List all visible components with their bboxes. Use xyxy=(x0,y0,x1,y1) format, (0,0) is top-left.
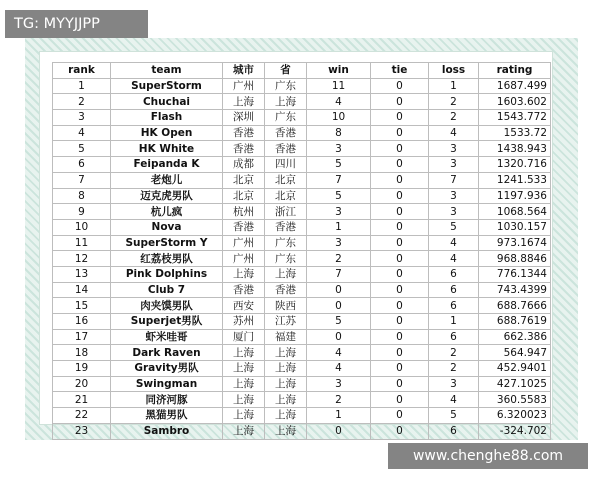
watermark: www.chenghe88.com xyxy=(388,443,588,469)
rank-cell: 14 xyxy=(53,282,111,298)
tie-cell: 0 xyxy=(371,188,429,204)
rating-cell: 1687.499 xyxy=(479,78,551,94)
province-cell: 香港 xyxy=(265,282,307,298)
city-cell: 上海 xyxy=(223,392,265,408)
header-win: win xyxy=(307,63,371,79)
province-cell: 福建 xyxy=(265,329,307,345)
province-cell: 上海 xyxy=(265,423,307,439)
rating-cell: 1320.716 xyxy=(479,157,551,173)
rank-cell: 8 xyxy=(53,188,111,204)
tie-cell: 0 xyxy=(371,219,429,235)
province-cell: 上海 xyxy=(265,376,307,392)
win-cell: 3 xyxy=(307,376,371,392)
win-cell: 0 xyxy=(307,329,371,345)
win-cell: 1 xyxy=(307,408,371,424)
city-cell: 厦门 xyxy=(223,329,265,345)
team-cell: 迈克虎男队 xyxy=(111,188,223,204)
loss-cell: 3 xyxy=(429,204,479,220)
team-cell: Pink Dolphins xyxy=(111,266,223,282)
team-cell: Club 7 xyxy=(111,282,223,298)
rating-cell: 1438.943 xyxy=(479,141,551,157)
rating-cell: 688.7619 xyxy=(479,314,551,330)
table-row xyxy=(53,94,551,110)
win-cell: 5 xyxy=(307,188,371,204)
loss-cell: 3 xyxy=(429,376,479,392)
rank-cell: 4 xyxy=(53,125,111,141)
table-row xyxy=(53,235,551,251)
province-cell: 浙江 xyxy=(265,204,307,220)
loss-cell: 1 xyxy=(429,314,479,330)
tie-cell: 0 xyxy=(371,392,429,408)
tie-cell: 0 xyxy=(371,172,429,188)
province-cell: 上海 xyxy=(265,94,307,110)
loss-cell: 6 xyxy=(429,266,479,282)
tie-cell: 0 xyxy=(371,345,429,361)
header-loss: loss xyxy=(429,63,479,79)
tie-cell: 0 xyxy=(371,266,429,282)
rank-cell: 16 xyxy=(53,314,111,330)
win-cell: 0 xyxy=(307,298,371,314)
loss-cell: 5 xyxy=(429,219,479,235)
tie-cell: 0 xyxy=(371,329,429,345)
team-cell: HK White xyxy=(111,141,223,157)
table-row xyxy=(53,141,551,157)
rating-cell: 360.5583 xyxy=(479,392,551,408)
rank-cell: 19 xyxy=(53,361,111,377)
rating-cell: -324.702 xyxy=(479,423,551,439)
rank-cell: 6 xyxy=(53,157,111,173)
city-cell: 广州 xyxy=(223,251,265,267)
loss-cell: 2 xyxy=(429,110,479,126)
win-cell: 5 xyxy=(307,157,371,173)
team-cell: 同济河豚 xyxy=(111,392,223,408)
loss-cell: 2 xyxy=(429,345,479,361)
city-cell: 西安 xyxy=(223,298,265,314)
rating-cell: 973.1674 xyxy=(479,235,551,251)
win-cell: 0 xyxy=(307,282,371,298)
loss-cell: 3 xyxy=(429,157,479,173)
rating-cell: 743.4399 xyxy=(479,282,551,298)
team-cell: SuperStorm xyxy=(111,78,223,94)
tie-cell: 0 xyxy=(371,125,429,141)
rating-cell: 1603.602 xyxy=(479,94,551,110)
tie-cell: 0 xyxy=(371,361,429,377)
loss-cell: 5 xyxy=(429,408,479,424)
rank-cell: 23 xyxy=(53,423,111,439)
province-cell: 广东 xyxy=(265,110,307,126)
team-cell: Swingman xyxy=(111,376,223,392)
rating-cell: 6.320023 xyxy=(479,408,551,424)
win-cell: 8 xyxy=(307,125,371,141)
rank-cell: 10 xyxy=(53,219,111,235)
loss-cell: 3 xyxy=(429,188,479,204)
rating-cell: 1533.72 xyxy=(479,125,551,141)
team-cell: Chuchai xyxy=(111,94,223,110)
win-cell: 7 xyxy=(307,266,371,282)
win-cell: 4 xyxy=(307,361,371,377)
rank-cell: 1 xyxy=(53,78,111,94)
rank-cell: 7 xyxy=(53,172,111,188)
tie-cell: 0 xyxy=(371,94,429,110)
header-tie: tie xyxy=(371,63,429,79)
tie-cell: 0 xyxy=(371,78,429,94)
team-cell: Feipanda K xyxy=(111,157,223,173)
rating-cell: 452.9401 xyxy=(479,361,551,377)
win-cell: 7 xyxy=(307,172,371,188)
table-row xyxy=(53,125,551,141)
table-row xyxy=(53,376,551,392)
rating-cell: 1543.772 xyxy=(479,110,551,126)
win-cell: 10 xyxy=(307,110,371,126)
table-row xyxy=(53,172,551,188)
table-row xyxy=(53,157,551,173)
city-cell: 香港 xyxy=(223,219,265,235)
rank-cell: 21 xyxy=(53,392,111,408)
tie-cell: 0 xyxy=(371,376,429,392)
header-province: 省 xyxy=(265,63,307,79)
city-cell: 广州 xyxy=(223,78,265,94)
team-cell: 肉夹馍男队 xyxy=(111,298,223,314)
province-cell: 北京 xyxy=(265,188,307,204)
win-cell: 5 xyxy=(307,314,371,330)
header-team: team xyxy=(111,63,223,79)
rank-cell: 13 xyxy=(53,266,111,282)
rank-cell: 9 xyxy=(53,204,111,220)
city-cell: 上海 xyxy=(223,408,265,424)
header-rank: rank xyxy=(53,63,111,79)
province-cell: 上海 xyxy=(265,266,307,282)
loss-cell: 4 xyxy=(429,392,479,408)
province-cell: 广东 xyxy=(265,235,307,251)
province-cell: 香港 xyxy=(265,219,307,235)
rating-cell: 662.386 xyxy=(479,329,551,345)
header-city: 城市 xyxy=(223,63,265,79)
team-cell: Superjet男队 xyxy=(111,314,223,330)
rating-cell: 1197.936 xyxy=(479,188,551,204)
province-cell: 上海 xyxy=(265,408,307,424)
ranking-table xyxy=(52,62,551,440)
loss-cell: 2 xyxy=(429,361,479,377)
channel-tag: TG: MYYJJPP xyxy=(5,10,148,38)
win-cell: 0 xyxy=(307,423,371,439)
rating-cell: 688.7666 xyxy=(479,298,551,314)
loss-cell: 6 xyxy=(429,423,479,439)
city-cell: 苏州 xyxy=(223,314,265,330)
table-row xyxy=(53,188,551,204)
tie-cell: 0 xyxy=(371,251,429,267)
table-row xyxy=(53,408,551,424)
rating-cell: 1241.533 xyxy=(479,172,551,188)
table-row xyxy=(53,282,551,298)
team-cell: HK Open xyxy=(111,125,223,141)
city-cell: 上海 xyxy=(223,345,265,361)
province-cell: 上海 xyxy=(265,361,307,377)
team-cell: SuperStorm Y xyxy=(111,235,223,251)
tie-cell: 0 xyxy=(371,141,429,157)
rank-cell: 18 xyxy=(53,345,111,361)
team-cell: 杭儿疯 xyxy=(111,204,223,220)
province-cell: 香港 xyxy=(265,141,307,157)
province-cell: 广东 xyxy=(265,251,307,267)
city-cell: 上海 xyxy=(223,361,265,377)
win-cell: 4 xyxy=(307,345,371,361)
city-cell: 香港 xyxy=(223,141,265,157)
rank-cell: 11 xyxy=(53,235,111,251)
team-cell: 红荔枝男队 xyxy=(111,251,223,267)
team-cell: 黑猫男队 xyxy=(111,408,223,424)
table-row xyxy=(53,219,551,235)
city-cell: 杭州 xyxy=(223,204,265,220)
win-cell: 3 xyxy=(307,141,371,157)
tie-cell: 0 xyxy=(371,423,429,439)
tie-cell: 0 xyxy=(371,110,429,126)
rating-cell: 1068.564 xyxy=(479,204,551,220)
rating-cell: 1030.157 xyxy=(479,219,551,235)
rank-cell: 5 xyxy=(53,141,111,157)
table-row xyxy=(53,110,551,126)
team-cell: Sambro xyxy=(111,423,223,439)
loss-cell: 4 xyxy=(429,235,479,251)
rank-cell: 17 xyxy=(53,329,111,345)
table-row xyxy=(53,392,551,408)
city-cell: 上海 xyxy=(223,376,265,392)
table-row xyxy=(53,78,551,94)
table-row xyxy=(53,345,551,361)
rating-cell: 564.947 xyxy=(479,345,551,361)
loss-cell: 2 xyxy=(429,94,479,110)
win-cell: 1 xyxy=(307,219,371,235)
rank-cell: 15 xyxy=(53,298,111,314)
city-cell: 北京 xyxy=(223,172,265,188)
loss-cell: 6 xyxy=(429,282,479,298)
province-cell: 四川 xyxy=(265,157,307,173)
team-cell: Dark Raven xyxy=(111,345,223,361)
loss-cell: 6 xyxy=(429,329,479,345)
table-row xyxy=(53,204,551,220)
rating-cell: 776.1344 xyxy=(479,266,551,282)
province-cell: 陕西 xyxy=(265,298,307,314)
loss-cell: 4 xyxy=(429,125,479,141)
team-cell: 老炮儿 xyxy=(111,172,223,188)
province-cell: 江苏 xyxy=(265,314,307,330)
win-cell: 11 xyxy=(307,78,371,94)
win-cell: 3 xyxy=(307,235,371,251)
province-cell: 广东 xyxy=(265,78,307,94)
team-cell: Gravity男队 xyxy=(111,361,223,377)
win-cell: 4 xyxy=(307,94,371,110)
tie-cell: 0 xyxy=(371,235,429,251)
win-cell: 2 xyxy=(307,251,371,267)
rank-cell: 2 xyxy=(53,94,111,110)
team-cell: Nova xyxy=(111,219,223,235)
city-cell: 深圳 xyxy=(223,110,265,126)
tie-cell: 0 xyxy=(371,314,429,330)
table-body xyxy=(53,78,551,439)
header-rating: rating xyxy=(479,63,551,79)
rank-cell: 20 xyxy=(53,376,111,392)
table-row xyxy=(53,251,551,267)
win-cell: 3 xyxy=(307,204,371,220)
table-row xyxy=(53,361,551,377)
tie-cell: 0 xyxy=(371,408,429,424)
city-cell: 上海 xyxy=(223,423,265,439)
table-row xyxy=(53,329,551,345)
city-cell: 上海 xyxy=(223,94,265,110)
city-cell: 香港 xyxy=(223,125,265,141)
table-row xyxy=(53,298,551,314)
city-cell: 上海 xyxy=(223,266,265,282)
tie-cell: 0 xyxy=(371,157,429,173)
loss-cell: 3 xyxy=(429,141,479,157)
province-cell: 北京 xyxy=(265,172,307,188)
table-row xyxy=(53,423,551,439)
header-row xyxy=(53,63,551,79)
team-cell: Flash xyxy=(111,110,223,126)
loss-cell: 7 xyxy=(429,172,479,188)
province-cell: 上海 xyxy=(265,392,307,408)
rank-cell: 22 xyxy=(53,408,111,424)
rank-cell: 3 xyxy=(53,110,111,126)
rating-cell: 427.1025 xyxy=(479,376,551,392)
tie-cell: 0 xyxy=(371,298,429,314)
team-cell: 虾米哇哥 xyxy=(111,329,223,345)
loss-cell: 1 xyxy=(429,78,479,94)
tie-cell: 0 xyxy=(371,282,429,298)
table-row xyxy=(53,314,551,330)
province-cell: 香港 xyxy=(265,125,307,141)
loss-cell: 6 xyxy=(429,298,479,314)
table-row xyxy=(53,266,551,282)
rating-cell: 968.8846 xyxy=(479,251,551,267)
loss-cell: 4 xyxy=(429,251,479,267)
tie-cell: 0 xyxy=(371,204,429,220)
win-cell: 2 xyxy=(307,392,371,408)
rank-cell: 12 xyxy=(53,251,111,267)
province-cell: 上海 xyxy=(265,345,307,361)
city-cell: 成都 xyxy=(223,157,265,173)
city-cell: 香港 xyxy=(223,282,265,298)
city-cell: 北京 xyxy=(223,188,265,204)
city-cell: 广州 xyxy=(223,235,265,251)
